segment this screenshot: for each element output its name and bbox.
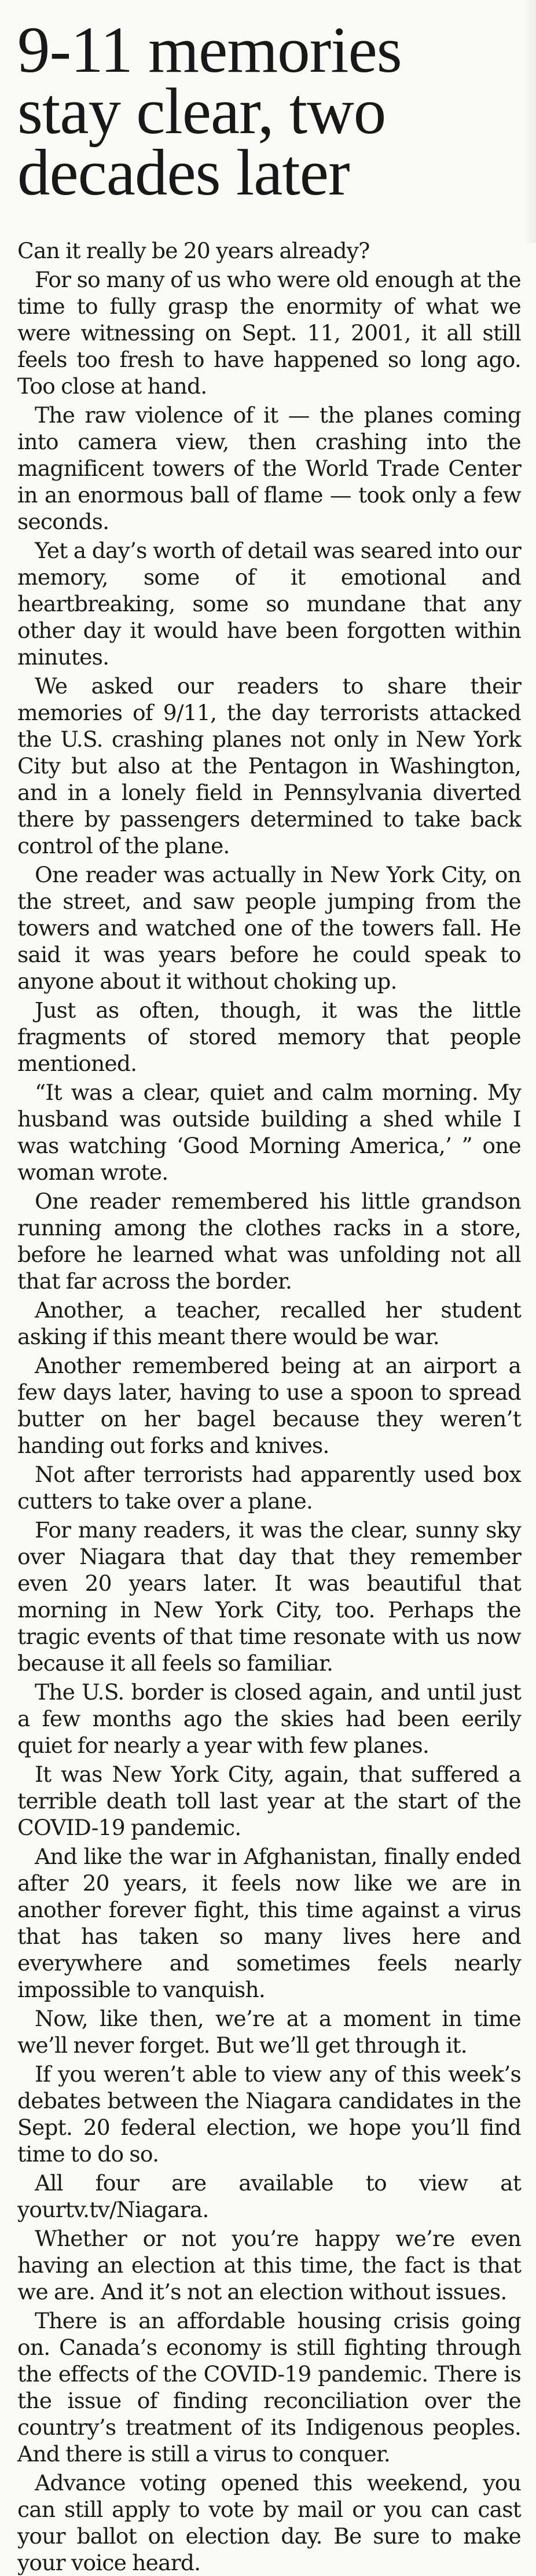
paragraph-5: We asked our readers to share their memories of 9/11, the day terrorists attacked the U.S. crashing planes not only in New York City but also at the Pentagon in Washington, and in a lonely field in Pennsylvania diverted there by passengers determined to take back control of the plane. bbox=[17, 673, 521, 858]
paragraph-7: Just as often, though, it was the little fragments of stored memory that people mentioned. bbox=[17, 997, 521, 1076]
paragraph-9: One reader remembered his little grandson running among the clothes racks in a store, before he learned what was unfolding not all that far across the border. bbox=[17, 1188, 521, 1294]
paragraph-19: All four are available to view at yourtv.tv/Niagara. bbox=[17, 2170, 521, 2222]
headline-line-2: stay clear, two bbox=[17, 75, 386, 148]
page-edge-shadow bbox=[523, 0, 536, 243]
article-body bbox=[17, 237, 521, 2576]
headline bbox=[17, 14, 521, 209]
paragraph-10: Another, a teacher, recalled her student asking if this meant there would be war. bbox=[17, 1297, 521, 1349]
paragraph-17: Now, like then, we’re at a moment in time we’ll never forget. But we’ll get through it. bbox=[17, 2006, 521, 2058]
paragraph-18: If you weren’t able to view any of this week’s debates between the Niagara candidates in the Sept. 20 federal election, we hope you’ll find time to do so. bbox=[17, 2061, 521, 2167]
paragraph-2: For so many of us who were old enough at the time to fully grasp the enormity of what we were witnessing on Sept. 11, 2001, it all still feels too fresh to have happened so long ago. Too close at hand. bbox=[17, 267, 521, 399]
paragraph-1: Can it really be 20 years already? bbox=[17, 238, 370, 263]
paragraph-22: Advance voting opened this weekend, you can still apply to vote by mail or you can cast your ballot on election day. Be sure to make your voice heard. bbox=[17, 2470, 521, 2575]
paragraph-12: Not after terrorists had apparently used box cutters to take over a plane. bbox=[17, 1462, 521, 1514]
paragraph-4: Yet a day’s worth of detail was seared into our memory, some of it emotional and heartbreaking, some so mundane that any other day it would have been forgotten within minutes. bbox=[17, 538, 521, 670]
headline-line-3: decades later bbox=[17, 137, 350, 209]
paragraph-11: Another remembered being at an airport a few days later, having to use a spoon to spread butter on her bagel because they weren’t handing out forks and knives. bbox=[17, 1353, 521, 1458]
paragraph-3: The raw violence of it — the planes coming into camera view, then crashing into the magnificent towers of the World Trade Center in an enormous ball of flame — took only a few seconds. bbox=[17, 402, 521, 534]
headline-line-1: 9-11 memories bbox=[17, 14, 402, 86]
paragraph-6: One reader was actually in New York City, on the street, and saw people jumping from the towers and watched one of the towers fall. He said it was years before he could speak to anyone about it without choking up. bbox=[17, 862, 521, 994]
paragraph-13: For many readers, it was the clear, sunny sky over Niagara that day that they remember even 20 years later. It was beautiful that morning in New York City, too. Perhaps the tragic events of that time resonate with us now because it all feels so familiar. bbox=[17, 1517, 521, 1676]
paragraph-15: It was New York City, again, that suffered a terrible death toll last year at the start of the COVID-19 pandemic. bbox=[17, 1762, 521, 1840]
paragraph-16: And like the war in Afghanistan, finally ended after 20 years, it feels now like we are in another forever fight, this time against a virus that has taken so many lives here and everywhere and sometimes feels nearly impossible to vanquish. bbox=[17, 1844, 521, 2002]
paragraph-14: The U.S. border is closed again, and until just a few months ago the skies had been eerily quiet for nearly a year with few planes. bbox=[17, 1679, 521, 1758]
paragraph-20: Whether or not you’re happy we’re even having an election at this time, the fact is that we are. And it’s not an election without issues. bbox=[17, 2226, 521, 2305]
paragraph-8: “It was a clear, quiet and calm morning. My husband was outside building a shed while I was watching ‘Good Morning America,’ ” one woman wrote. bbox=[17, 1080, 521, 1185]
paragraph-21: There is an affordable housing crisis going on. Canada’s economy is still fighting through the effects of the COVID-19 pandemic. There is the issue of finding reconciliation over the country’s treatment of its Indigenous peoples. And there is still a virus to conquer. bbox=[17, 2308, 521, 2467]
